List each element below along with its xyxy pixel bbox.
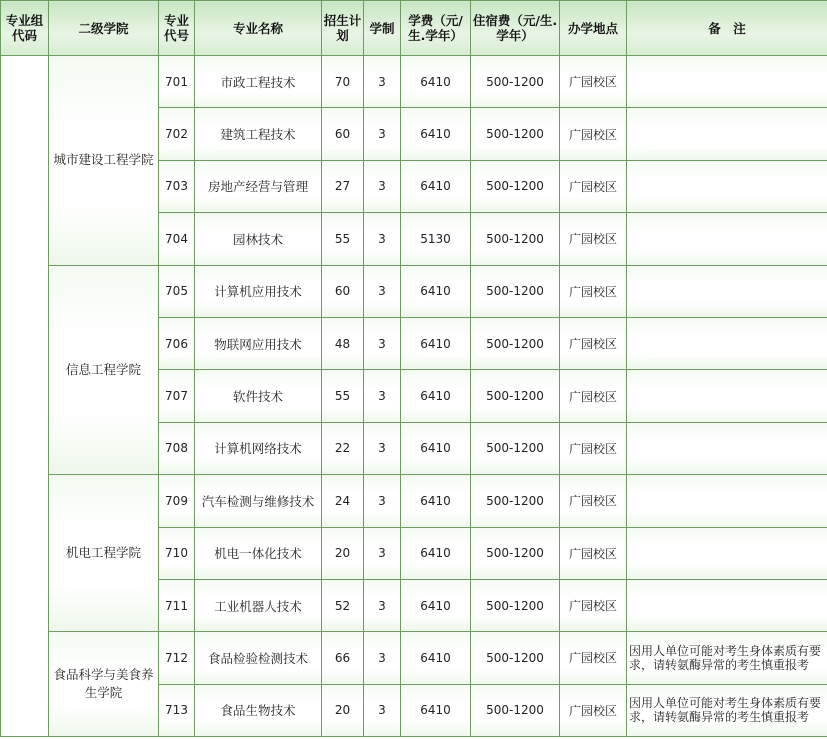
remarks-cell — [627, 370, 827, 422]
college-cell: 城市建设工程学院 — [49, 56, 159, 266]
campus-cell: 广园校区 — [560, 317, 627, 369]
duration-cell: 3 — [364, 160, 401, 212]
dorm-fee-cell: 500-1200 — [471, 632, 560, 684]
duration-cell: 3 — [364, 370, 401, 422]
table-row — [1, 265, 827, 317]
remarks-cell — [627, 160, 827, 212]
dorm-fee-cell: 500-1200 — [471, 527, 560, 579]
tuition-cell: 5130 — [401, 213, 471, 265]
enrollment-plan-cell: 55 — [322, 370, 364, 422]
major-name-cell: 工业机器人技术 — [195, 579, 322, 631]
header-duration: 学制 — [364, 1, 401, 56]
table-row — [1, 56, 827, 108]
major-name-cell: 机电一体化技术 — [195, 527, 322, 579]
enrollment-plan-cell: 52 — [322, 579, 364, 631]
college-cell: 食品科学与美食养生学院 — [49, 632, 159, 737]
major-name-cell: 汽车检测与维修技术 — [195, 475, 322, 527]
remarks-cell — [627, 108, 827, 160]
duration-cell: 3 — [364, 108, 401, 160]
tuition-cell: 6410 — [401, 475, 471, 527]
major-code-cell: 709 — [159, 475, 195, 527]
campus-cell: 广园校区 — [560, 684, 627, 736]
remarks-cell — [627, 265, 827, 317]
remarks-cell — [627, 579, 827, 631]
remarks-cell — [627, 56, 827, 108]
enrollment-plan-cell: 70 — [322, 56, 364, 108]
header-major-name: 专业名称 — [195, 1, 322, 56]
header-college: 二级学院 — [49, 1, 159, 56]
table-body — [1, 56, 827, 737]
major-name-cell: 建筑工程技术 — [195, 108, 322, 160]
duration-cell: 3 — [364, 579, 401, 631]
tuition-cell: 6410 — [401, 265, 471, 317]
enrollment-plan-cell: 66 — [322, 632, 364, 684]
college-cell: 机电工程学院 — [49, 475, 159, 632]
duration-cell: 3 — [364, 317, 401, 369]
major-code-cell: 703 — [159, 160, 195, 212]
header-campus: 办学地点 — [560, 1, 627, 56]
enrollment-plan-cell: 55 — [322, 213, 364, 265]
major-name-cell: 食品检验检测技术 — [195, 632, 322, 684]
duration-cell: 3 — [364, 632, 401, 684]
dorm-fee-cell: 500-1200 — [471, 108, 560, 160]
major-name-cell: 食品生物技术 — [195, 684, 322, 736]
enrollment-plan-cell: 60 — [322, 265, 364, 317]
dorm-fee-cell: 500-1200 — [471, 579, 560, 631]
duration-cell: 3 — [364, 213, 401, 265]
campus-cell: 广园校区 — [560, 160, 627, 212]
remarks-cell — [627, 422, 827, 474]
header-major-code: 专业代号 — [159, 1, 195, 56]
duration-cell: 3 — [364, 422, 401, 474]
enrollment-plan-cell: 20 — [322, 527, 364, 579]
dorm-fee-cell: 500-1200 — [471, 56, 560, 108]
campus-cell: 广园校区 — [560, 579, 627, 631]
duration-cell: 3 — [364, 684, 401, 736]
major-name-cell: 软件技术 — [195, 370, 322, 422]
tuition-cell: 6410 — [401, 527, 471, 579]
major-code-cell: 702 — [159, 108, 195, 160]
group-code-cell — [1, 56, 49, 737]
enrollment-plan-cell: 20 — [322, 684, 364, 736]
major-code-cell: 708 — [159, 422, 195, 474]
campus-cell: 广园校区 — [560, 475, 627, 527]
remarks-cell: 因用人单位可能对考生身体素质有要求，请转氨酶异常的考生慎重报考 — [627, 632, 827, 684]
header-group-code: 专业组代码 — [1, 1, 49, 56]
remarks-cell: 因用人单位可能对考生身体素质有要求，请转氨酶异常的考生慎重报考 — [627, 684, 827, 736]
major-name-cell: 计算机网络技术 — [195, 422, 322, 474]
college-cell: 信息工程学院 — [49, 265, 159, 475]
major-code-cell: 701 — [159, 56, 195, 108]
enrollment-plan-cell: 60 — [322, 108, 364, 160]
dorm-fee-cell: 500-1200 — [471, 160, 560, 212]
enrollment-plan-cell: 22 — [322, 422, 364, 474]
major-name-cell: 市政工程技术 — [195, 56, 322, 108]
campus-cell: 广园校区 — [560, 422, 627, 474]
header-remarks: 备 注 — [627, 1, 827, 56]
major-code-cell: 707 — [159, 370, 195, 422]
campus-cell: 广园校区 — [560, 527, 627, 579]
remarks-cell — [627, 213, 827, 265]
major-name-cell: 园林技术 — [195, 213, 322, 265]
remarks-cell — [627, 317, 827, 369]
campus-cell: 广园校区 — [560, 632, 627, 684]
major-name-cell: 物联网应用技术 — [195, 317, 322, 369]
table-row — [1, 475, 827, 527]
campus-cell: 广园校区 — [560, 108, 627, 160]
tuition-cell: 6410 — [401, 370, 471, 422]
campus-cell: 广园校区 — [560, 56, 627, 108]
major-code-cell: 713 — [159, 684, 195, 736]
header-dorm-fee: 住宿费（元/生.学年） — [471, 1, 560, 56]
remarks-cell — [627, 475, 827, 527]
dorm-fee-cell: 500-1200 — [471, 422, 560, 474]
table-row — [1, 632, 827, 684]
duration-cell: 3 — [364, 475, 401, 527]
enrollment-plan-cell: 27 — [322, 160, 364, 212]
enrollment-plan-cell: 48 — [322, 317, 364, 369]
duration-cell: 3 — [364, 527, 401, 579]
tuition-cell: 6410 — [401, 160, 471, 212]
remarks-cell — [627, 527, 827, 579]
header-tuition: 学费（元/生.学年） — [401, 1, 471, 56]
duration-cell: 3 — [364, 265, 401, 317]
major-code-cell: 706 — [159, 317, 195, 369]
tuition-cell: 6410 — [401, 56, 471, 108]
dorm-fee-cell: 500-1200 — [471, 265, 560, 317]
tuition-cell: 6410 — [401, 684, 471, 736]
campus-cell: 广园校区 — [560, 213, 627, 265]
dorm-fee-cell: 500-1200 — [471, 317, 560, 369]
major-code-cell: 704 — [159, 213, 195, 265]
tuition-cell: 6410 — [401, 108, 471, 160]
major-code-cell: 712 — [159, 632, 195, 684]
header-enrollment-plan: 招生计划 — [322, 1, 364, 56]
major-name-cell: 计算机应用技术 — [195, 265, 322, 317]
dorm-fee-cell: 500-1200 — [471, 370, 560, 422]
header-row — [1, 1, 827, 56]
dorm-fee-cell: 500-1200 — [471, 213, 560, 265]
enrollment-plan-cell: 24 — [322, 475, 364, 527]
dorm-fee-cell: 500-1200 — [471, 475, 560, 527]
major-code-cell: 705 — [159, 265, 195, 317]
major-code-cell: 710 — [159, 527, 195, 579]
tuition-cell: 6410 — [401, 317, 471, 369]
tuition-cell: 6410 — [401, 579, 471, 631]
dorm-fee-cell: 500-1200 — [471, 684, 560, 736]
tuition-cell: 6410 — [401, 632, 471, 684]
campus-cell: 广园校区 — [560, 370, 627, 422]
tuition-cell: 6410 — [401, 422, 471, 474]
duration-cell: 3 — [364, 56, 401, 108]
major-name-cell: 房地产经营与管理 — [195, 160, 322, 212]
campus-cell: 广园校区 — [560, 265, 627, 317]
major-code-cell: 711 — [159, 579, 195, 631]
